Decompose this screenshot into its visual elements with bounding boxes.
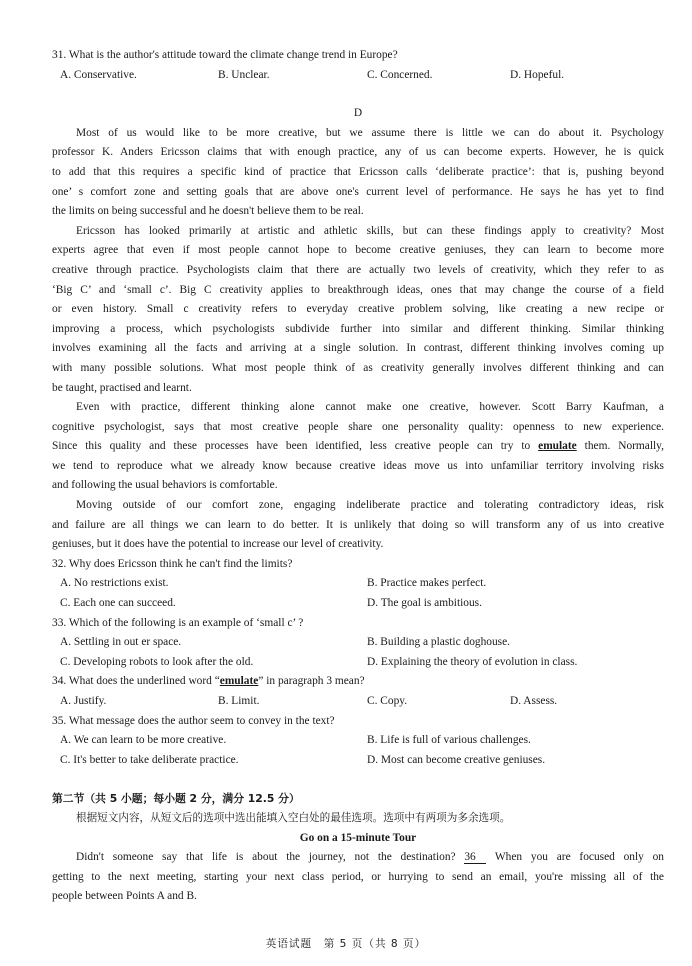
cloze-line-2: getting to the next meeting, starting your next class period, or hurrying to send an email, you're missing all of the xyxy=(52,870,664,883)
paragraph-line: and following the usual behaviors is comfortable. xyxy=(52,479,278,492)
q33-option-a: A. Settling in out er space. xyxy=(60,636,182,649)
q34-option-c: C. Copy. xyxy=(367,695,408,707)
q32-option-d: D. The goal is ambitious. xyxy=(367,597,482,610)
text-segment: them. Normally, xyxy=(576,440,664,453)
cloze-line-3: people between Points A and B. xyxy=(52,890,197,903)
q32-option-b: B. Practice makes perfect. xyxy=(367,577,487,590)
q31-option-d: D. Hopeful. xyxy=(510,68,565,81)
question-32-options-row1 xyxy=(52,574,664,594)
paragraph-line: Most of us would like to be more creative, but we assume there is little we can do about it. Psychology xyxy=(76,126,664,139)
paragraph-line: Moving outside of our comfort zone, engaging indeliberate practice and tolerating contradictory ideas, risk xyxy=(76,499,664,512)
passage-title: Go on a 15-minute Tour xyxy=(299,831,417,844)
question-31-options xyxy=(52,66,664,86)
blank-36: 36 xyxy=(464,851,486,864)
section-2-heading: 第二节（共 5 小题；每小题 2 分，满分 12.5 分） xyxy=(52,792,300,806)
q35-option-c: C. It's better to take deliberate practice. xyxy=(60,753,239,766)
q31-option-c: C. Concerned. xyxy=(367,68,433,81)
q35-option-b: B. Life is full of various challenges. xyxy=(367,734,531,747)
text-segment: Didn't someone say that life is about the journey, not the destination? xyxy=(76,851,465,864)
q31-option-a: A. Conservative. xyxy=(60,68,137,81)
text-segment: ” in paragraph 3 mean? xyxy=(258,675,365,688)
paragraph-line: to add that this requires a specific kind of practice that Ericsson calls ‘deliberate practice’: that is, pushing beyond xyxy=(52,165,664,178)
paragraph-4 xyxy=(52,496,664,555)
q33-option-d: D. Explaining the theory of evolution in class. xyxy=(367,655,578,668)
q31-option-b: B. Unclear. xyxy=(218,68,270,81)
paragraph-2 xyxy=(52,222,664,398)
underlined-word-emulate: emulate xyxy=(538,440,577,453)
q32-option-c: C. Each one can succeed. xyxy=(60,597,176,610)
paragraph-3 xyxy=(52,398,664,496)
paragraph-line: and failure are all things we can learn to do better. It is unlikely that doing so will transform any of us into creative xyxy=(52,518,664,531)
paragraph-line: we tend to reproduce what we already know because creative ideas move us into unfamiliar territory involving risks xyxy=(52,459,664,472)
question-35-stem: 35. What message does the author seem to convey in the text? xyxy=(52,714,335,727)
cloze-line-1 xyxy=(52,848,664,868)
q33-option-b: B. Building a plastic doghouse. xyxy=(367,636,511,649)
q34-option-d: D. Assess. xyxy=(510,695,558,707)
question-35-options-row2 xyxy=(52,751,664,771)
paragraph-line: cognitive psychologist, says that most creative people share one personality quality: openness to new experience. xyxy=(52,420,664,433)
paragraph-line: professor K. Anders Ericsson claims that with enough practice, any of us can become experts. However, he is quick xyxy=(52,146,664,159)
question-31-stem: 31. What is the author's attitude toward the climate change trend in Europe? xyxy=(52,49,398,61)
paragraph-line: involves examining all the facts and arriving at a single solution. In contrast, different thinking involves coming up xyxy=(52,342,664,355)
paragraph-line: improving a process, which psychologists subdivide further into similar and different thinking. Similar thinking xyxy=(52,322,664,335)
paragraph-line: be taught, practised and learnt. xyxy=(52,381,192,394)
question-33-options-row1 xyxy=(52,633,664,653)
question-33-options-row2 xyxy=(52,653,664,673)
paragraph-line: experts agree that even if most people cannot hope to become creative geniuses, they can learn to become more xyxy=(52,244,664,257)
paragraph-line: Even with practice, different thinking alone cannot make one creative, however. Scott Barry Kaufman, a xyxy=(76,401,664,414)
question-32-options-row2 xyxy=(52,594,664,614)
paragraph-line: geniuses, but it does have the potential to increase our level of creativity. xyxy=(52,538,384,551)
q35-option-a: A. We can learn to be more creative. xyxy=(60,734,227,747)
paragraph-line: the limits on being successful and he doesn't believe them to be real. xyxy=(52,205,364,218)
q33-option-c: C. Developing robots to look after the old. xyxy=(60,655,254,668)
paragraph-line: with many possible solutions. What most people think of as creativity generally involves different thinking and can xyxy=(52,361,664,374)
paragraph-line: creative through practice. Psychologists claim that there are actually two levels of creativity, which they refer to as xyxy=(52,263,664,276)
question-34-stem xyxy=(52,672,664,692)
question-32-stem: 32. Why does Ericsson think he can't find the limits? xyxy=(52,557,293,570)
paragraph-line: or even history. Small c creativity refers to everyday creative problem solving, like creating a new recipe or xyxy=(52,303,664,316)
passage-label: D xyxy=(353,107,363,120)
underlined-word-emulate: emulate xyxy=(219,675,259,688)
question-34-options xyxy=(52,692,664,712)
q34-option-a: A. Justify. xyxy=(60,695,107,707)
text-segment: 34. What does the underlined word “ xyxy=(52,675,220,688)
q32-option-a: A. No restrictions exist. xyxy=(60,577,169,590)
question-35-options-row1 xyxy=(52,731,664,751)
paragraph-line: ‘Big C’ and ‘small c’. Big C creativity applies to breakthrough ideas, ones that may change the course of a field xyxy=(52,283,664,296)
question-33-stem: 33. Which of the following is an example of ‘small c’ ? xyxy=(52,616,304,629)
text-segment: Since this quality and these processes have been identified, less creative people can try to xyxy=(52,440,539,453)
section-2-instruction: 根据短文内容，从短文后的选项中选出能填入空白处的最佳选项。选项中有两项为多余选项。 xyxy=(76,811,511,824)
text-segment: When you are focused only on xyxy=(486,851,664,864)
page-footer: 英语试题 第 5 页（共 8 页） xyxy=(265,938,427,950)
q35-option-d: D. Most can become creative geniuses. xyxy=(367,753,546,766)
paragraph-1 xyxy=(52,124,664,222)
paragraph-line: one’ s comfort zone and setting goals that are above one's current level of performance. He says he has yet to find xyxy=(52,185,664,198)
q34-option-b: B. Limit. xyxy=(218,695,260,707)
paragraph-line: Ericsson has looked primarily at artistic and athletic skills, but can these findings apply to creativity? Most xyxy=(76,224,664,237)
paragraph-line-with-emulate xyxy=(52,437,664,457)
exam-page xyxy=(52,46,664,907)
